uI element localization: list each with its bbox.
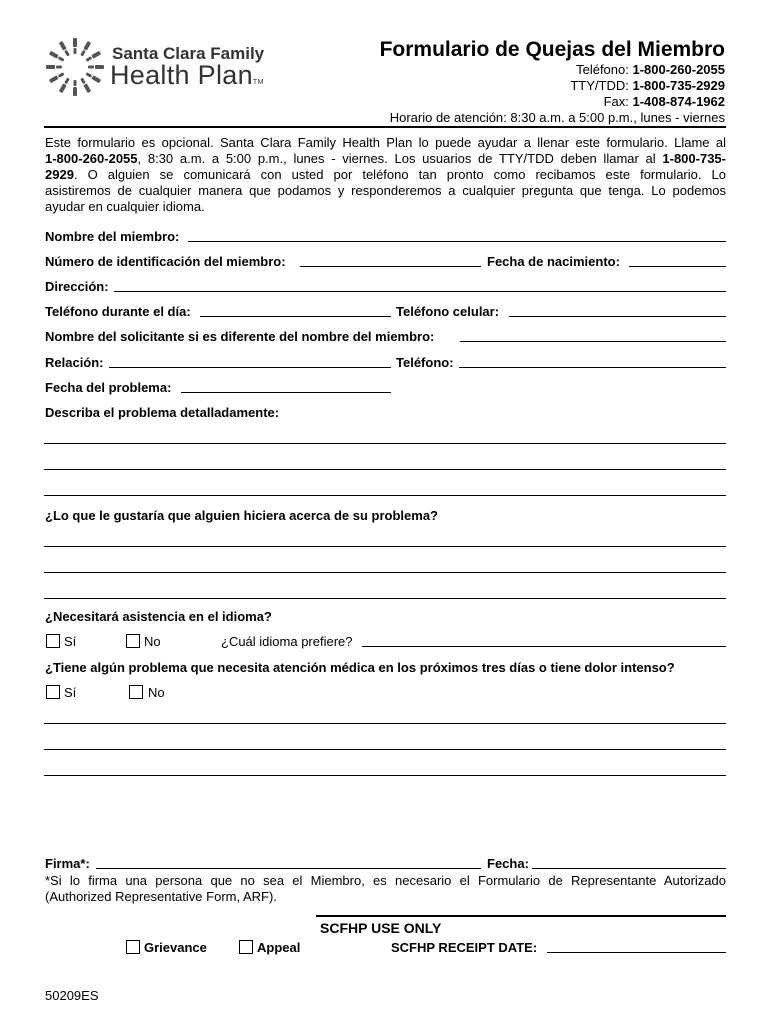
intro-paragraph [45,135,726,215]
address-field[interactable] [114,291,726,292]
what-done-line-1[interactable] [44,546,726,547]
intro-line-2: 1-800-260-2055, 8:30 a.m. a 5:00 p.m., lunes - viernes. Los usuarios de TTY/TDD deben llamar al 1-800-735- [45,151,726,166]
signature-date-field[interactable] [532,868,726,869]
urgent-no-label: No [148,685,165,700]
describe-label: Describa el problema detalladamente: [45,405,280,420]
relationship-field[interactable] [109,367,391,368]
urgent-yes-label: Sí [64,685,77,700]
cell-phone-label: Teléfono celular: [396,304,500,319]
urgent-yes-checkbox[interactable] [46,685,60,699]
header-divider [44,126,726,128]
signature-note-line-2: (Authorized Representative Form, ARF). [45,889,277,904]
cell-phone-field[interactable] [509,316,726,317]
requester-name-label: Nombre del solicitante si es diferente del nombre del miembro: [45,329,435,344]
relationship-label: Relación: [45,355,104,370]
member-name-label: Nombre del miembro: [45,229,180,244]
logo-line1: Santa Clara Family [112,44,265,63]
signature-note [45,873,726,905]
grievance-checkbox[interactable] [126,940,140,954]
tty-line: TTY/TDD: 1-800-735-2929 [570,78,725,93]
what-done-line-2[interactable] [44,572,726,573]
address-label: Dirección: [45,279,109,294]
language-question: ¿Necesitará asistencia en el idioma? [45,609,272,624]
intro-line-3: 2929. O alguien se comunicará con usted por teléfono tan pronto como recibamos este formulario. Lo [45,167,726,182]
member-name-field[interactable] [188,241,726,242]
phone-line: Teléfono: 1-800-260-2055 [576,62,725,77]
logo-line2: Health PlanTM [110,60,264,90]
receipt-date-field[interactable] [547,952,726,953]
member-id-field[interactable] [300,266,481,267]
appeal-label: Appeal [257,940,301,955]
fax-line: Fax: 1-408-874-1962 [603,94,725,109]
form-code: 50209ES [45,988,99,1003]
what-done-line-3[interactable] [44,598,726,599]
intro-line-5: ayudar en cualquier idioma. [45,199,205,214]
birth-date-label: Fecha de nacimiento: [487,254,620,269]
office-use-title: SCFHP USE ONLY [320,920,442,936]
urgent-line-3[interactable] [44,775,726,776]
language-no-checkbox[interactable] [126,634,140,648]
phone-label: Teléfono: [396,355,454,370]
signature-date-label: Fecha: [487,856,529,871]
language-yes-label: Sí [64,634,77,649]
preferred-language-label: ¿Cuál idioma prefiere? [221,634,353,649]
problem-date-field[interactable] [181,392,391,393]
problem-date-label: Fecha del problema: [45,380,172,395]
intro-line-4: asistiremos de cualquier manera que podamos y responderemos a cualquier pregunta que tenga. Lo podemos [45,183,726,198]
day-phone-field[interactable] [200,316,391,317]
office-hours: Horario de atención: 8:30 a.m. a 5:00 p.m., lunes - viernes [389,110,725,125]
signature-label: Firma*: [45,856,90,871]
page-title: Formulario de Quejas del Miembro [379,38,725,61]
what-done-label: ¿Lo que le gustaría que alguien hiciera acerca de su problema? [45,508,439,523]
requester-name-field[interactable] [460,341,726,342]
preferred-language-field[interactable] [362,646,726,647]
signature-note-line-1: *Si lo firma una persona que no sea el Miembro, es necesario el Formulario de Representante Autorizado [45,873,726,888]
urgent-line-1[interactable] [44,723,726,724]
day-phone-label: Teléfono durante el día: [45,304,191,319]
language-yes-checkbox[interactable] [46,634,60,648]
urgent-no-checkbox[interactable] [129,685,143,699]
birth-date-field[interactable] [629,266,726,267]
urgent-line-2[interactable] [44,749,726,750]
language-no-label: No [144,634,161,649]
describe-line-2[interactable] [44,469,726,470]
phone-field[interactable] [459,367,726,368]
member-id-label: Número de identificación del miembro: [45,254,286,269]
trademark: TM [252,79,264,86]
receipt-date-label: SCFHP RECEIPT DATE: [391,940,538,955]
signature-field[interactable] [96,868,481,869]
office-divider [316,915,726,917]
grievance-label: Grievance [144,940,207,955]
appeal-checkbox[interactable] [239,940,253,954]
describe-line-1[interactable] [44,443,726,444]
urgent-question: ¿Tiene algún problema que necesita atención médica en los próximos tres días o tiene dolor intenso? [45,660,675,675]
intro-line-1: Este formulario es opcional. Santa Clara Family Health Plan lo puede ayudar a llenar este formulario. Llame al [45,135,726,150]
describe-line-3[interactable] [44,495,726,496]
logo-star-icon [44,36,106,98]
